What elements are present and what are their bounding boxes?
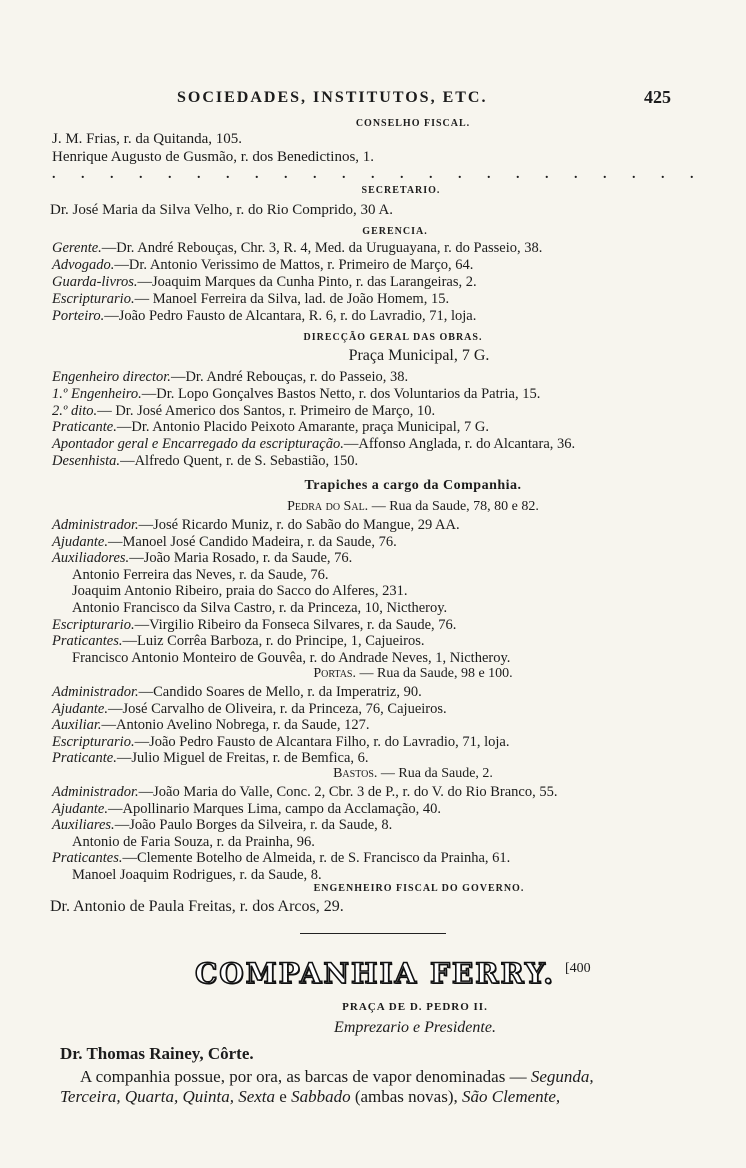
bastos-role: Administrador.: [52, 784, 139, 800]
portas-row: [52, 751, 746, 766]
pedra-row: [72, 568, 746, 583]
bastos-role: Auxiliares.: [52, 817, 115, 834]
pedra-heading: [0, 500, 746, 514]
bastos-role: Praticantes.: [52, 850, 123, 867]
secretario-line: Dr. José Maria da Silva Velho, r. do Rio Comprido, 30 A.: [50, 202, 394, 218]
pedra-text: Joaquim Antonio Ribeiro, praia do Sacco do Alferes, 231.: [72, 583, 408, 600]
bastos-text: —Apollinario Marques Lima, campo da Acclamação, 40.: [107, 800, 441, 817]
direccao-row: [52, 420, 746, 435]
pedra-text: —Luiz Corrêa Barboza, r. do Principe, 1, Cajueiros.: [122, 633, 425, 650]
bastos-place: Bastos.: [333, 766, 378, 781]
bastos-address: — Rua da Saude, 2.: [377, 766, 493, 781]
portas-text: —Candido Soares de Mello, r. da Imperatriz, 90.: [138, 684, 422, 700]
direccao-text: —Dr. Antonio Placido Peixoto Amarante, praça Municipal, 7 G.: [116, 419, 489, 436]
direccao-row: [52, 437, 746, 452]
portas-heading: [0, 667, 746, 681]
direccao-address: Praça Municipal, 7 G.: [348, 347, 490, 364]
gerencia-row: [52, 292, 746, 307]
pedra-row: [72, 651, 746, 666]
ferry-note: [400: [565, 961, 591, 976]
pedra-text: Antonio Ferreira das Neves, r. da Saude, 76.: [72, 566, 329, 583]
pedra-text: —José Ricardo Muniz, r. do Sabão do Mangue, 29 AA.: [138, 517, 460, 533]
ferry-para-2b: e: [275, 1087, 292, 1106]
direccao-role: 2.º dito.: [52, 402, 98, 419]
gerencia-role: Porteiro.: [52, 308, 105, 324]
pedra-role: Administrador.: [52, 517, 139, 533]
direccao-role: Engenheiro director.: [52, 369, 171, 385]
pedra-row: [52, 634, 746, 649]
ferry-para-2c: Sabbado: [291, 1087, 351, 1106]
ferry-paragraph-line-1: [80, 1068, 746, 1085]
direccao-text: —Dr. André Rebouças, r. do Passeio, 38.: [170, 369, 409, 385]
portas-row: [52, 702, 746, 717]
direccao-row: [52, 454, 746, 469]
bastos-row: [52, 851, 746, 866]
bastos-row: [72, 835, 746, 850]
direccao-text: — Dr. José Americo dos Santos, r. Primeiro de Março, 10.: [97, 402, 436, 419]
ferry-paragraph-line-2: [60, 1088, 746, 1105]
direccao-row: [52, 387, 746, 402]
portas-row: [52, 735, 746, 750]
pedra-address: — Rua da Saude, 78, 80 e 82.: [368, 499, 539, 514]
gerencia-row: [52, 258, 746, 273]
pedra-row: [72, 584, 746, 599]
portas-role: Administrador.: [52, 684, 139, 700]
ferry-address: PRAÇA DE D. PEDRO II.: [342, 1001, 488, 1013]
section-rule: [300, 933, 446, 934]
fiscal-heading: ENGENHEIRO FISCAL DO GOVERNO.: [313, 883, 525, 894]
bastos-text: Manoel Joaquim Rodrigues, r. da Saude, 8.: [72, 867, 322, 883]
pedra-text: —Manoel José Candido Madeira, r. da Saude, 76.: [107, 533, 397, 550]
portas-address: — Rua da Saude, 98 e 100.: [355, 666, 513, 681]
pedra-role: Ajudante.: [52, 533, 108, 550]
pedra-text: —Virgilio Ribeiro da Fonseca Silvares, r. da Saude, 76.: [134, 616, 457, 633]
portas-role: Praticante.: [52, 750, 117, 767]
direccao-row: [52, 370, 746, 385]
pedra-row: [52, 535, 746, 550]
gerencia-role: Escripturario.: [52, 291, 135, 307]
portas-text: —João Pedro Fausto de Alcantara Filho, r. do Lavradio, 71, loja.: [134, 733, 510, 750]
fiscal-line: Dr. Antonio de Paula Freitas, r. dos Arcos, 29.: [50, 898, 344, 915]
portas-text: —Julio Miguel de Freitas, r. de Bemfica, 6.: [116, 750, 369, 767]
portas-role: Escripturario.: [52, 733, 135, 750]
pedra-role: Escripturario.: [52, 616, 135, 633]
gerencia-row: [52, 309, 746, 324]
bastos-text: —Clemente Botelho de Almeida, r. de S. Francisco da Prainha, 61.: [122, 850, 511, 867]
ferry-para-1a: A companhia possue, por ora, as barcas de vapor denominadas —: [80, 1067, 531, 1086]
gerencia-text: —Dr. André Rebouças, Chr. 3, R. 4, Med. da Uruguayana, r. do Passeio, 38.: [101, 240, 543, 256]
direccao-role: 1.º Engenheiro.: [52, 385, 142, 402]
portas-text: —José Carvalho de Oliveira, r. da Princeza, 76, Cajueiros.: [107, 700, 447, 717]
pedra-row: [52, 518, 746, 533]
bastos-row: [72, 868, 746, 883]
portas-text: —Antonio Avelino Nobrega, r. da Saude, 127.: [101, 717, 370, 734]
bastos-row: [52, 802, 746, 817]
bastos-text: Antonio de Faria Souza, r. da Prainha, 96.: [72, 833, 315, 850]
gerencia-text: —Joaquim Marques da Cunha Pinto, r. das Larangeiras, 2.: [137, 274, 477, 290]
ferry-para-2a: Terceira, Quarta, Quinta, Sexta: [60, 1087, 276, 1106]
pedra-text: Antonio Francisco da Silva Castro, r. da Princeza, 10, Nictheroy.: [72, 600, 448, 616]
portas-role: Auxiliar.: [52, 717, 102, 734]
pedra-role: Auxiliadores.: [52, 550, 130, 567]
bastos-row: [52, 818, 746, 833]
gerencia-role: Gerente.: [52, 240, 102, 256]
direccao-role: Desenhista.: [52, 453, 121, 469]
ferry-subtitle: Emprezario e Presidente.: [334, 1019, 496, 1036]
gerencia-heading: GERENCIA.: [362, 226, 428, 237]
portas-place: Portas.: [313, 666, 356, 681]
portas-row: [52, 685, 746, 700]
direccao-text: —Affonso Anglada, r. do Alcantara, 36.: [343, 436, 576, 453]
bastos-row: [52, 785, 746, 800]
pedra-text: —João Maria Rosado, r. da Saude, 76.: [129, 550, 353, 567]
conselho-heading: CONSELHO FISCAL.: [355, 118, 471, 129]
ferry-para-2e: São Clemente,: [461, 1087, 561, 1106]
trapiches-heading: Trapiches a cargo da Companhia.: [304, 478, 522, 493]
ferry-president: Dr. Thomas Rainey, Côrte.: [60, 1044, 254, 1063]
gerencia-row: [52, 275, 746, 290]
direccao-heading: DIRECÇÃO GERAL DAS OBRAS.: [303, 332, 483, 343]
direccao-role: Praticante.: [52, 419, 117, 436]
ferry-para-2d: (ambas novas),: [350, 1087, 462, 1106]
gerencia-text: —João Pedro Fausto de Alcantara, R. 6, r. do Lavradio, 71, loja.: [104, 308, 477, 324]
pedra-text: Francisco Antonio Monteiro de Gouvêa, r. do Andrade Neves, 1, Nictheroy.: [72, 649, 511, 666]
bastos-text: —João Maria do Valle, Conc. 2, Cbr. 3 de P., r. do V. do Rio Branco, 55.: [138, 784, 558, 800]
gerencia-row: [52, 241, 746, 256]
bastos-role: Ajudante.: [52, 800, 108, 817]
portas-role: Ajudante.: [52, 700, 108, 717]
pedra-row: [52, 618, 746, 633]
page-title: SOCIEDADES, INSTITUTOS, ETC.: [177, 89, 488, 106]
pedra-row: [52, 551, 746, 566]
gerencia-role: Advogado.: [52, 257, 115, 273]
page-number: 425: [644, 87, 671, 107]
secretario-heading: SECRETARIO.: [361, 185, 441, 196]
bastos-text: —João Paulo Borges da Silveira, r. da Saude, 8.: [114, 817, 393, 834]
conselho-line-1: J. M. Frias, r. da Quitanda, 105.: [52, 131, 242, 147]
ferry-title: COMPANHIA FERRY.: [195, 957, 556, 990]
pedra-place: Pedra do Sal.: [287, 499, 369, 514]
gerencia-role: Guarda-livros.: [52, 274, 138, 290]
gerencia-text: — Manoel Ferreira da Silva, lad. de João Homem, 15.: [134, 291, 450, 307]
gerencia-text: —Dr. Antonio Verissimo de Mattos, r. Primeiro de Março, 64.: [114, 257, 474, 273]
direccao-text: —Alfredo Quent, r. de S. Sebastião, 150.: [120, 453, 359, 469]
bastos-heading: [0, 767, 746, 781]
portas-row: [52, 718, 746, 733]
pedra-row: [72, 601, 746, 616]
ellipsis-divider: . . . . . . . . . . . . . . . . . . . . . . .: [52, 167, 705, 182]
direccao-text: —Dr. Lopo Gonçalves Bastos Netto, r. dos Voluntarios da Patria, 15.: [141, 385, 541, 402]
ferry-para-1b: Segunda,: [530, 1067, 594, 1086]
direccao-role: Apontador geral e Encarregado da escripturação.: [52, 436, 344, 453]
direccao-row: [52, 404, 746, 419]
pedra-role: Praticantes.: [52, 633, 123, 650]
conselho-line-2: Henrique Augusto de Gusmão, r. dos Benedictinos, 1.: [52, 149, 375, 165]
